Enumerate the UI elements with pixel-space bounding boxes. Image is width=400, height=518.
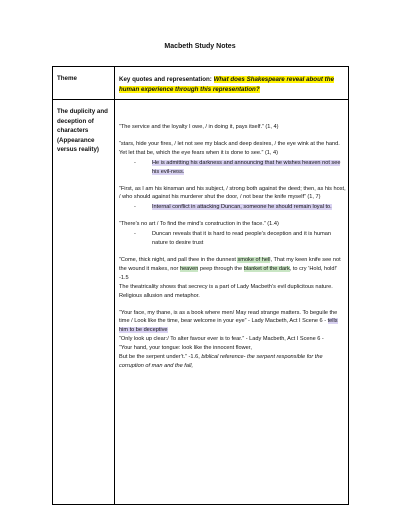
theme-header: Theme (57, 75, 77, 82)
quote-1: “The service and the loyalty I owe, / in doing it, pays itself.” (1, 4) (119, 124, 279, 130)
quote-3: “First, as I am his kinsman and his subject, / strong both against the deed; then, as his host, / who should against his murderer shut the door, / not bear the knife myself” (1, 7) (119, 185, 346, 201)
quote-6 (119, 309, 347, 336)
quote-6-part: “Your face, my thane, is as a book where men/ May read strange matters. To beguile the time / Look like the time, bear welcome in your eye” - Lady Macbeth, Act I Scene 6 - (119, 309, 338, 325)
note-5: The theatricality shows that secrecy is a part of Lady Macbeth’s evil duplicitous nature. Religious allusion and metaphor. (119, 283, 333, 299)
quote-8-line-1: “Your hand, your tongue: look like the innocent flower, (119, 345, 252, 352)
row-divider (53, 99, 348, 100)
highlight-smoke-of-hell: smoke of hell (237, 256, 271, 263)
quote-5-part: “Come, thick night, and pall thee in the dunnest (119, 256, 238, 263)
quote-5 (119, 256, 347, 283)
note-4 (119, 230, 347, 248)
bullet-dash: - (134, 204, 136, 211)
quote-2: “stars, hide your fires, / let not see my black and deep desires, / the eye wink at the hand. Yet let that be, which the eye fears when it is done to see.” (1, 4) (119, 140, 340, 156)
quote-5-part: peep through the (198, 265, 244, 272)
highlight-heaven: heaven (179, 265, 199, 272)
quotes-header-label: Key quotes and representation: (119, 76, 214, 83)
quote-7: “Only look up clear:/ To alter favour ever is to fear.” - Lady Macbeth, Act I Scene 6 - (119, 336, 324, 343)
highlight-blanket-of-the-dark: blanket of the dark (243, 265, 290, 272)
quote-5-part: , to cry ‘Hold, hold!’ -1.5 (119, 265, 338, 281)
note-2 (119, 159, 347, 177)
quote-5-part: , That my keen knife see not the wound it makes, nor (119, 256, 341, 272)
highlight-tells-him: tells him to be deceptive (119, 318, 338, 334)
quotes-header-question: What does Shakespeare reveal about the human experience through this representation? (119, 76, 334, 93)
quote-8-part: But be the serpent under’t.” -1.6, (119, 354, 202, 361)
note-4-text: Duncan reveals that it is hard to read people’s deception and it is human nature to desire trust (152, 231, 332, 247)
theme-cell: The duplicity and deception of characters (Appearance versus reality) (57, 108, 108, 153)
bullet-dash: - (134, 159, 136, 166)
bullet-dash: - (134, 231, 136, 238)
quote-8-line-2 (119, 353, 347, 371)
note-3 (119, 203, 347, 212)
quotes-cell (119, 123, 347, 371)
quote-8-note: biblical reference- the serpent responsible for the corruption of man and the fall, (119, 354, 323, 369)
notes-table (52, 66, 349, 505)
note-3-text: Internal conflict in attacking Duncan, someone he should remain loyal to. (152, 204, 332, 211)
column-divider (114, 67, 115, 504)
page-title: Macbeth Study Notes (164, 43, 236, 50)
quotes-header (119, 75, 344, 95)
quote-4: “There’s no art / To find the mind’s construction in the face.” (1.4) (119, 221, 279, 228)
note-2-text: He is admitting his darkness and announcing that he wishes heaven not see his evil-ness. (152, 159, 341, 175)
